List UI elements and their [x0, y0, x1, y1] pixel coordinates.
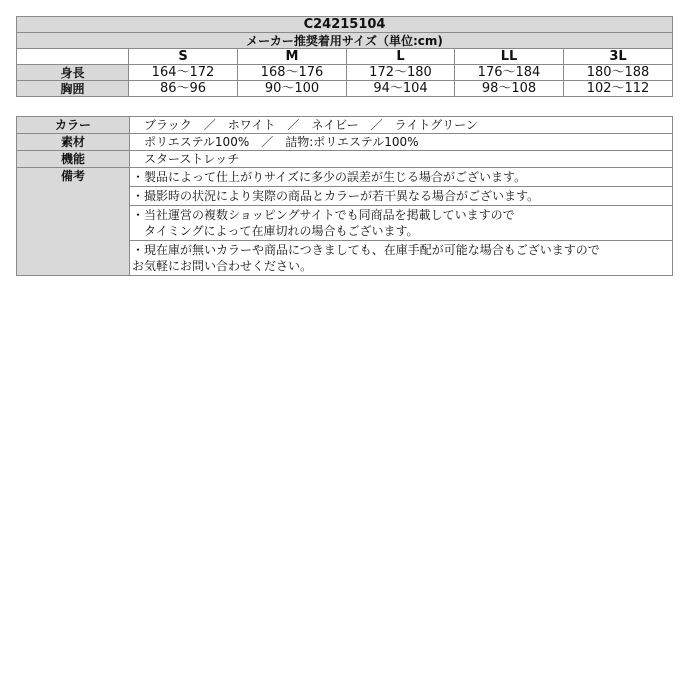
note-1-line-1 — [132, 169, 672, 185]
note-4-text-1: 現在庫が無いカラーや商品につきましても、在庫手配が可能な場合もございますので — [144, 243, 600, 257]
spec-table — [16, 116, 673, 276]
height-m: 168～176 — [238, 65, 347, 81]
note-1-text: 製品によって仕上がりサイズに多少の誤差が生じる場合がございます。 — [144, 170, 527, 184]
chest-3l: 102～112 — [564, 81, 673, 97]
note-4 — [130, 241, 673, 276]
function-value: スターストレッチ — [130, 151, 673, 168]
color-row — [17, 117, 673, 134]
chest-label: 胸囲 — [17, 81, 129, 97]
material-row — [17, 134, 673, 151]
height-s: 164～172 — [129, 65, 238, 81]
note-2 — [130, 187, 673, 206]
note-2-text: 撮影時の状況により実際の商品とカラーが若干異なる場合がございます。 — [144, 189, 540, 203]
chest-row — [17, 81, 673, 97]
size-chart-table — [16, 16, 673, 97]
material-value: ポリエステル100% ／ 詰物:ポリエステル100% — [130, 134, 673, 151]
size-chart-subtitle-row — [17, 33, 673, 49]
note-bullet: ・ — [132, 208, 145, 222]
height-3l: 180～188 — [564, 65, 673, 81]
note-4-text-2: お気軽にお問い合わせください。 — [132, 259, 313, 273]
chest-l: 94～104 — [347, 81, 455, 97]
note-3-text-1: 当社運営の複数ショッピングサイトでも同商品を掲載していますので — [144, 208, 515, 222]
note-bullet: ・ — [132, 189, 145, 203]
chest-m: 90～100 — [238, 81, 347, 97]
size-header-l: L — [347, 49, 455, 65]
function-row — [17, 151, 673, 168]
color-label: カラー — [17, 117, 130, 134]
size-header-m: M — [238, 49, 347, 65]
size-chart-subtitle: メーカー推奨着用サイズ（単位:cm) — [17, 33, 673, 49]
note-bullet: ・ — [132, 243, 145, 257]
note-1 — [130, 168, 673, 187]
height-label: 身長 — [17, 65, 129, 81]
product-code: C24215104 — [17, 17, 673, 33]
size-header-corner — [17, 49, 129, 65]
chest-s: 86～96 — [129, 81, 238, 97]
note-row-1 — [17, 168, 673, 187]
function-label: 機能 — [17, 151, 130, 168]
size-header-s: S — [129, 49, 238, 65]
note-2-line-1 — [132, 188, 672, 204]
size-header-3l: 3L — [564, 49, 673, 65]
chest-ll: 98～108 — [455, 81, 564, 97]
note-3 — [130, 206, 673, 241]
note-bullet: ・ — [132, 170, 145, 184]
note-4-line-1 — [132, 242, 672, 258]
color-value: ブラック ／ ホワイト ／ ネイビー ／ ライトグリーン — [130, 117, 673, 134]
product-code-row — [17, 17, 673, 33]
height-row — [17, 65, 673, 81]
notes-label: 備考 — [17, 168, 130, 276]
height-l: 172～180 — [347, 65, 455, 81]
size-header-ll: LL — [455, 49, 564, 65]
size-header-row — [17, 49, 673, 65]
height-ll: 176～184 — [455, 65, 564, 81]
note-3-text-2: タイミングによって在庫切れの場合もございます。 — [144, 224, 419, 238]
note-3-line-1 — [132, 207, 672, 223]
material-label: 素材 — [17, 134, 130, 151]
